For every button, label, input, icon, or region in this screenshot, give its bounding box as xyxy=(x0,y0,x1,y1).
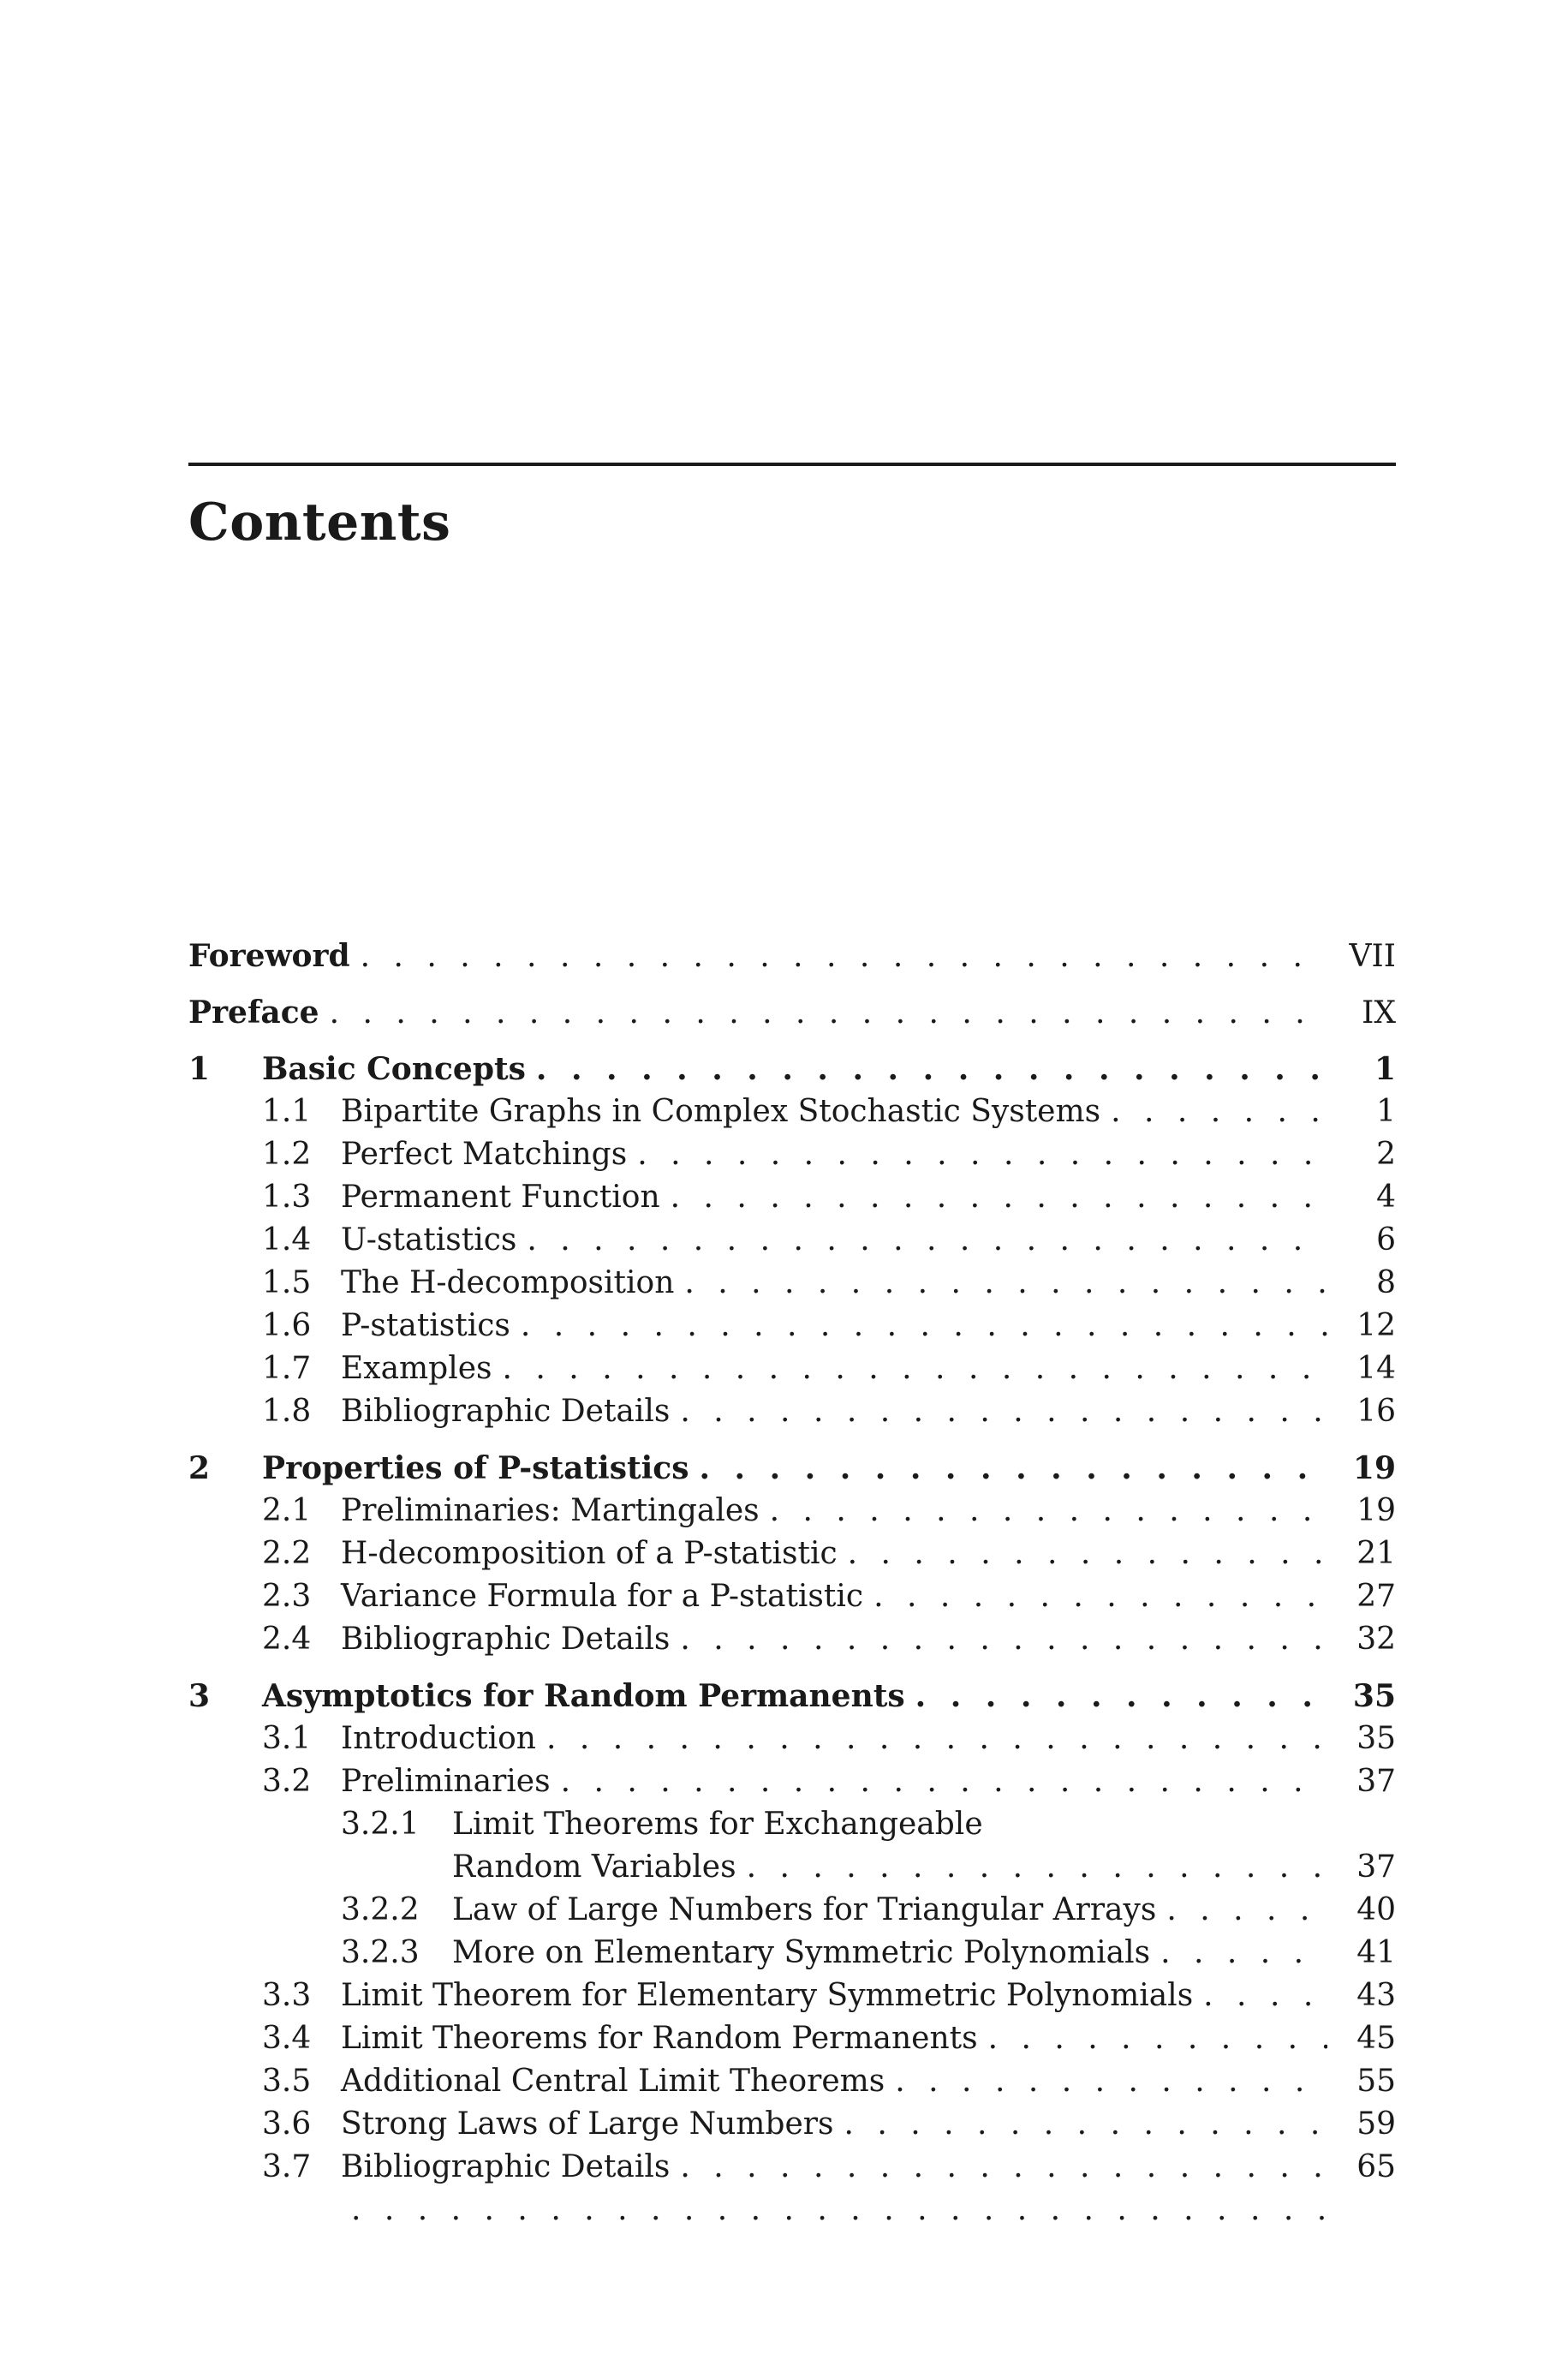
section-number: 3.6 xyxy=(262,2106,312,2142)
section-number: 1.3 xyxy=(262,1180,312,1215)
dot-leader xyxy=(361,935,1327,978)
toc-section[interactable] xyxy=(188,2060,1396,2103)
section-title: H-decomposition of a P-statistic xyxy=(341,1536,838,1571)
section-number: 1.5 xyxy=(262,1265,312,1300)
section-page: 43 xyxy=(1356,1978,1396,2013)
dot-leader xyxy=(895,2060,1327,2103)
dot-leader xyxy=(873,1575,1327,1618)
section-page: 14 xyxy=(1356,1351,1396,1386)
section-page: 19 xyxy=(1356,1493,1396,1528)
section-number: 3.3 xyxy=(262,1978,312,2013)
subsection-page: 41 xyxy=(1356,1935,1396,1970)
toc-section[interactable] xyxy=(188,1618,1396,1661)
section-page: 65 xyxy=(1356,2149,1396,2184)
toc-subsection[interactable] xyxy=(188,1803,1396,1846)
chapter-page: 35 xyxy=(1352,1678,1396,1714)
toc-section[interactable] xyxy=(188,2146,1396,2189)
section-number: 2.1 xyxy=(262,1493,312,1528)
dot-leader xyxy=(527,1219,1327,1262)
section-page: 8 xyxy=(1376,1265,1396,1300)
subsection-title-line1: Limit Theorems for Exchangeable xyxy=(452,1807,983,1842)
toc-entry-foreword[interactable] xyxy=(188,935,1396,977)
toc-section[interactable] xyxy=(188,1533,1396,1575)
dot-leader xyxy=(351,2189,1327,2232)
section-title: Bibliographic Details xyxy=(341,2149,671,2184)
toc-section[interactable] xyxy=(188,1390,1396,1433)
section-page: 59 xyxy=(1356,2106,1396,2142)
section-page: 35 xyxy=(1356,1721,1396,1756)
dot-leader xyxy=(1203,1975,1327,2017)
section-page: 37 xyxy=(1356,1764,1396,1799)
section-title: P-statistics xyxy=(341,1308,510,1343)
section-title: Bibliographic Details xyxy=(341,1622,671,1657)
section-title: Preliminaries: Martingales xyxy=(341,1493,760,1528)
toc-section[interactable] xyxy=(188,1262,1396,1305)
dot-leader xyxy=(915,1675,1327,1718)
section-title: U-statistics xyxy=(341,1222,517,1258)
section-number: 1.4 xyxy=(262,1222,312,1258)
chapter-page: 19 xyxy=(1352,1450,1396,1486)
dot-leader xyxy=(770,1490,1327,1533)
section-title: Perfect Matchings xyxy=(341,1137,628,1172)
header-rule xyxy=(188,463,1396,466)
section-number: 2.4 xyxy=(262,1622,312,1657)
section-number: 1.2 xyxy=(262,1137,312,1172)
section-page: 32 xyxy=(1356,1622,1396,1657)
toc-section[interactable] xyxy=(188,1490,1396,1533)
section-number: 1.6 xyxy=(262,1308,312,1343)
dot-leader xyxy=(330,992,1327,1035)
dot-leader xyxy=(684,1262,1327,1305)
toc-section[interactable] xyxy=(188,1347,1396,1390)
table-of-contents xyxy=(188,935,1396,2232)
toc-subsection[interactable] xyxy=(188,1889,1396,1932)
section-title: Examples xyxy=(341,1351,492,1386)
section-page: 6 xyxy=(1376,1222,1396,1258)
toc-section[interactable] xyxy=(188,1975,1396,2017)
section-number: 2.3 xyxy=(262,1579,312,1614)
toc-subsection-continuation[interactable] xyxy=(188,1846,1396,1889)
toc-entry-preface[interactable] xyxy=(188,991,1396,1034)
section-page: 45 xyxy=(1356,2021,1396,2056)
section-number: 2.2 xyxy=(262,1536,312,1571)
dot-leader xyxy=(637,1133,1327,1176)
entry-title: Foreword xyxy=(188,938,350,974)
dot-leader xyxy=(848,1533,1327,1575)
section-title: Introduction xyxy=(341,1721,536,1756)
chapter-title: Basic Concepts xyxy=(262,1051,526,1087)
dot-leader xyxy=(546,1718,1327,1760)
subsection-title-line2: Random Variables xyxy=(452,1849,736,1885)
dot-leader xyxy=(503,1347,1327,1390)
section-number: 1.7 xyxy=(262,1351,312,1386)
entry-page: VII xyxy=(1349,939,1396,974)
chapter-title: Properties of P-statistics xyxy=(262,1450,689,1486)
subsection-title: More on Elementary Symmetric Polynomials xyxy=(452,1935,1151,1970)
section-title: Strong Laws of Large Numbers xyxy=(341,2106,834,2142)
chapter-page: 1 xyxy=(1374,1051,1396,1087)
toc-subsection[interactable] xyxy=(188,1932,1396,1975)
section-page: 4 xyxy=(1376,1180,1396,1215)
section-number: 1.1 xyxy=(262,1094,312,1129)
section-title: Variance Formula for a P-statistic xyxy=(341,1579,864,1614)
section-title: Bibliographic Details xyxy=(341,1394,671,1429)
subsection-title: Law of Large Numbers for Triangular Arrays xyxy=(452,1892,1157,1927)
dot-leader xyxy=(680,2146,1327,2189)
dot-leader xyxy=(680,1618,1327,1661)
section-title: The H-decomposition xyxy=(341,1265,675,1300)
dot-leader xyxy=(1160,1932,1327,1975)
section-title: Limit Theorem for Elementary Symmetric Polynomials xyxy=(341,1978,1194,2013)
chapter-title: Asymptotics for Random Permanents xyxy=(262,1678,905,1714)
toc-section[interactable] xyxy=(188,1219,1396,1262)
toc-chapter-3[interactable] xyxy=(188,1675,1396,1718)
dot-leader xyxy=(671,1176,1327,1219)
toc-section[interactable] xyxy=(188,2017,1396,2060)
toc-section[interactable] xyxy=(188,1176,1396,1219)
section-number: 3.2 xyxy=(262,1764,312,1799)
section-number: 3.5 xyxy=(262,2064,312,2099)
dot-leader xyxy=(536,1048,1327,1090)
toc-section[interactable] xyxy=(188,1718,1396,1760)
toc-section[interactable] xyxy=(188,1305,1396,1347)
toc-section[interactable] xyxy=(188,1090,1396,1133)
section-title: Bipartite Graphs in Complex Stochastic Systems xyxy=(341,1094,1101,1129)
section-page: 12 xyxy=(1356,1308,1396,1343)
dot-leader xyxy=(521,1305,1327,1347)
section-number: 3.1 xyxy=(262,1721,312,1756)
chapter-number: 2 xyxy=(188,1450,211,1486)
toc-chapter-1[interactable] xyxy=(188,1048,1396,1090)
entry-page: IX xyxy=(1362,995,1396,1031)
section-page: 27 xyxy=(1356,1579,1396,1614)
dot-leader xyxy=(680,1390,1327,1433)
section-number: 3.7 xyxy=(262,2149,312,2184)
toc-section[interactable] xyxy=(188,1575,1396,1618)
toc-section[interactable] xyxy=(188,2103,1396,2146)
section-number: 1.8 xyxy=(262,1394,312,1429)
subsection-page: 40 xyxy=(1356,1892,1396,1927)
section-title: Additional Central Limit Theorems xyxy=(341,2064,885,2099)
dot-leader xyxy=(747,1846,1327,1889)
dot-leader xyxy=(561,1760,1327,1803)
section-page: 21 xyxy=(1356,1536,1396,1571)
section-title: Limit Theorems for Random Permanents xyxy=(341,2021,978,2056)
page-title: Contents xyxy=(188,493,451,553)
dot-leader xyxy=(1166,1889,1327,1932)
entry-title: Preface xyxy=(188,995,319,1031)
dot-leader xyxy=(1111,1090,1327,1133)
toc-section[interactable] xyxy=(188,2189,1396,2232)
section-page: 1 xyxy=(1376,1094,1396,1129)
toc-section[interactable] xyxy=(188,1133,1396,1176)
subsection-number: 3.2.3 xyxy=(341,1935,420,1970)
subsection-number: 3.2.1 xyxy=(341,1807,420,1842)
section-title: Permanent Function xyxy=(341,1180,660,1215)
dot-leader xyxy=(988,2017,1327,2060)
section-page: 16 xyxy=(1356,1394,1396,1429)
section-page: 2 xyxy=(1376,1137,1396,1172)
chapter-number: 1 xyxy=(188,1051,211,1087)
section-page: 55 xyxy=(1356,2064,1396,2099)
toc-section[interactable] xyxy=(188,1760,1396,1803)
toc-chapter-2[interactable] xyxy=(188,1447,1396,1490)
section-title: Preliminaries xyxy=(341,1764,551,1799)
chapter-number: 3 xyxy=(188,1678,211,1714)
subsection-page: 37 xyxy=(1356,1849,1396,1885)
dot-leader xyxy=(699,1447,1327,1490)
subsection-number: 3.2.2 xyxy=(341,1892,420,1927)
dot-leader xyxy=(844,2103,1327,2146)
section-number: 3.4 xyxy=(262,2021,312,2056)
